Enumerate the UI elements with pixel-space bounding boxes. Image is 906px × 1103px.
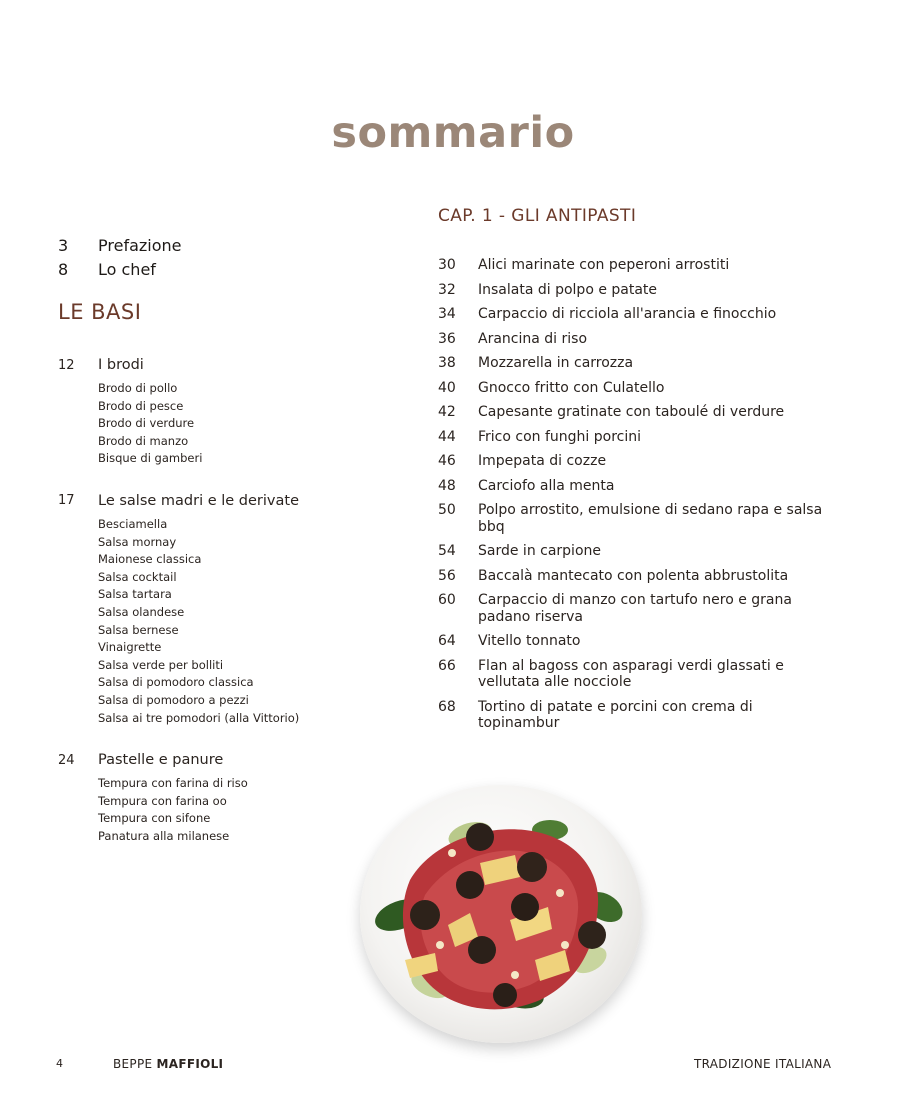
toc-group-label: I brodi [98, 357, 144, 373]
recipe-entry [438, 568, 828, 585]
recipe-name: Flan al bagoss con asparagi verdi glassati e vellutata alle nocciole [478, 657, 784, 690]
recipe-entry [438, 543, 828, 560]
toc-subitem: Panatura alla milanese [98, 828, 230, 843]
recipe-entry [438, 331, 828, 348]
recipe-page-number: 42 [438, 404, 456, 420]
recipe-entry [438, 453, 828, 470]
toc-subitem: Salsa cocktail [98, 569, 177, 584]
recipe-entry [438, 592, 828, 625]
intro-item [58, 233, 182, 257]
recipe-name: Mozzarella in carrozza [478, 355, 634, 371]
recipe-entry [438, 380, 828, 397]
recipe-page-number: 38 [438, 355, 456, 371]
series-title: TRADIZIONE ITALIANA [694, 1057, 832, 1071]
recipe-name: Carpaccio di ricciola all'arancia e finocchio [478, 306, 777, 322]
intro-label: Lo chef [98, 259, 156, 279]
recipe-page-number: 30 [438, 257, 456, 273]
recipe-name: Impepata di cozze [478, 453, 607, 469]
recipe-name: Baccalà mantecato con polenta abbrustolita [478, 567, 789, 584]
recipe-page-number: 56 [438, 567, 456, 584]
recipe-name: Alici marinate con peperoni arrostiti [478, 257, 730, 273]
toc-subitem: Salsa verde per bolliti [98, 657, 224, 672]
toc-subitem: Salsa ai tre pomodori (alla Vittorio) [98, 710, 300, 725]
recipe-name: Insalata di polpo e patate [478, 281, 658, 298]
recipe-page-number: 64 [438, 633, 456, 649]
author-last-name: MAFFIOLI [156, 1057, 224, 1071]
recipe-name: Gnocco fritto con Culatello [478, 379, 665, 396]
author-first-name: BEPPE [113, 1057, 153, 1071]
toc-subitem: Salsa di pomodoro classica [98, 675, 254, 690]
recipe-name: Arancina di riso [478, 330, 588, 347]
toc-group [58, 490, 418, 727]
toc-group-page-number: 24 [58, 752, 75, 768]
toc-subitem: Salsa bernese [98, 622, 179, 637]
toc-group-heading [58, 749, 418, 771]
recipe-page-number: 32 [438, 281, 456, 298]
recipe-entry [438, 404, 828, 421]
carpaccio-illustration [360, 785, 642, 1043]
toc-subitem: Brodo di pesce [98, 398, 184, 413]
toc-group-heading [58, 354, 418, 376]
recipe-entry [438, 633, 828, 650]
recipe-page-number: 46 [438, 453, 456, 469]
toc-subitem: Tempura con farina di riso [98, 776, 248, 791]
recipe-entry [438, 306, 828, 323]
intro-label: Prefazione [98, 235, 182, 255]
recipe-name: Polpo arrostito, emulsione di sedano rapa e salsa bbq [478, 502, 823, 535]
toc-group-heading [58, 490, 418, 512]
toc-subitem: Maionese classica [98, 552, 202, 567]
toc-subitem: Brodo di pollo [98, 381, 178, 395]
page-title: sommario [331, 108, 575, 158]
recipe-page-number: 60 [438, 592, 456, 608]
toc-subitem: Salsa di pomodoro a pezzi [98, 692, 249, 707]
intro-item [58, 257, 182, 281]
recipe-page-number: 54 [438, 543, 456, 559]
page-number: 4 [56, 1057, 63, 1070]
recipe-name: Frico con funghi porcini [478, 428, 642, 445]
toc-subitem: Bisque di gamberi [98, 451, 203, 466]
section-title: LE BASI [58, 300, 142, 324]
chapter-title: CAP. 1 - GLI ANTIPASTI [438, 206, 637, 226]
recipe-name: Sarde in carpione [478, 543, 601, 559]
toc-subitem: Brodo di verdure [98, 416, 195, 431]
recipe-page-number: 50 [438, 502, 456, 518]
toc-subitem: Vinaigrette [98, 640, 162, 655]
toc-subitem: Salsa olandese [98, 604, 185, 619]
recipe-page-number: 34 [438, 306, 456, 322]
recipe-entry [438, 658, 828, 691]
author-name [113, 1057, 223, 1071]
recipe-page-number: 44 [438, 428, 456, 445]
toc-group-page-number: 17 [58, 493, 75, 509]
recipe-entry [438, 502, 828, 535]
toc-subitem: Besciamella [98, 516, 168, 531]
intro-list [58, 233, 182, 281]
recipe-page-number: 66 [438, 657, 456, 674]
intro-page-number: 8 [58, 259, 69, 279]
recipe-entry [438, 355, 828, 372]
recipe-entry [438, 282, 828, 299]
toc-group-label: Le salse madri e le derivate [98, 492, 299, 509]
recipe-list [438, 257, 828, 740]
toc-subitem: Salsa tartara [98, 587, 172, 602]
recipe-name: Tortino di patate e porcini con crema di topinambur [478, 698, 753, 731]
toc-subitems [98, 516, 418, 727]
recipe-page-number: 36 [438, 330, 456, 347]
recipe-name: Vitello tonnato [478, 633, 581, 649]
toc-subitem: Tempura con sifone [98, 811, 211, 826]
toc-subitem: Salsa mornay [98, 534, 177, 549]
recipe-entry [438, 699, 828, 732]
recipe-name: Carciofo alla menta [478, 477, 615, 494]
toc-subitem: Tempura con farina oo [98, 793, 227, 808]
recipe-page-number: 68 [438, 698, 456, 715]
toc-group-label: Pastelle e panure [98, 752, 224, 769]
recipe-entry [438, 257, 828, 274]
recipe-page-number: 48 [438, 477, 456, 494]
recipe-name: Capesante gratinate con taboulé di verdure [478, 404, 785, 420]
toc-subitem: Brodo di manzo [98, 433, 189, 448]
intro-page-number: 3 [58, 235, 69, 255]
recipe-page-number: 40 [438, 379, 456, 396]
toc-subitems [98, 380, 418, 468]
recipe-entry [438, 429, 828, 446]
dish-photo [360, 785, 642, 1043]
toc-group-page-number: 12 [58, 357, 75, 373]
recipe-entry [438, 478, 828, 495]
recipe-name: Carpaccio di manzo con tartufo nero e grana padano riserva [478, 592, 792, 625]
toc-group [58, 354, 418, 468]
